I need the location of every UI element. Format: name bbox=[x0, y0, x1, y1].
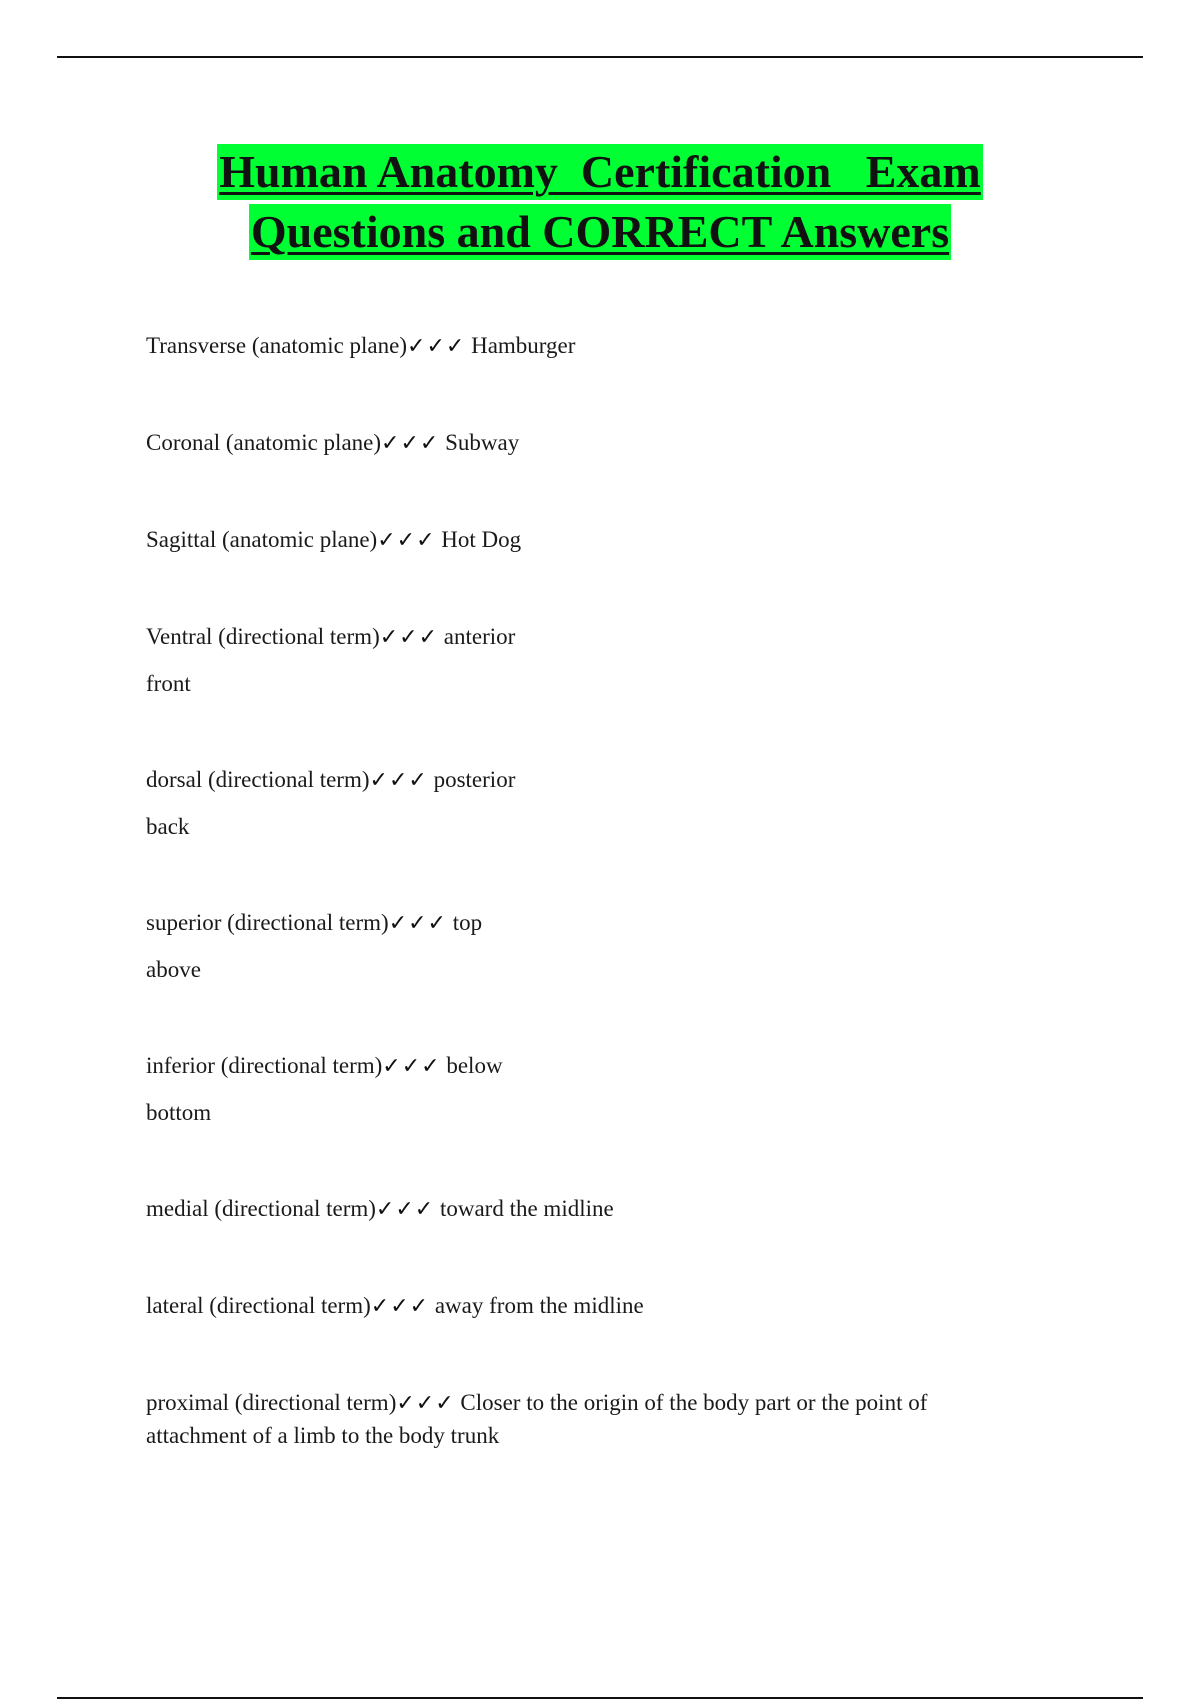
answer-text: away from the midline bbox=[429, 1293, 644, 1318]
answer-text: top bbox=[447, 910, 483, 935]
term-text: medial (directional term) bbox=[146, 1196, 376, 1221]
checkmark-icon: ✓✓✓ bbox=[388, 911, 447, 936]
term-text: lateral (directional term) bbox=[146, 1293, 371, 1318]
question-line bbox=[146, 1193, 1006, 1226]
question-line bbox=[146, 330, 1006, 363]
answer-text: anterior bbox=[438, 624, 516, 649]
qa-entry bbox=[146, 1387, 1006, 1452]
answer-text: Hot Dog bbox=[435, 527, 522, 552]
answer-continuation: front bbox=[146, 671, 191, 696]
qa-entry bbox=[146, 524, 1006, 557]
term-text: proximal (directional term) bbox=[146, 1390, 397, 1415]
qa-entry bbox=[146, 764, 1006, 843]
answer-text: below bbox=[440, 1053, 503, 1078]
checkmark-icon: ✓✓✓ bbox=[375, 1197, 435, 1222]
qa-entry bbox=[146, 330, 1006, 363]
answer-continuation: attachment of a limb to the body trunk bbox=[146, 1423, 500, 1448]
checkmark-icon: ✓✓✓ bbox=[379, 625, 439, 650]
answer-continuation: back bbox=[146, 814, 190, 839]
answer-text: Hamburger bbox=[465, 333, 576, 358]
checkmark-icon: ✓✓✓ bbox=[369, 768, 428, 793]
question-line bbox=[146, 764, 1006, 797]
bottom-rule bbox=[57, 1697, 1143, 1699]
answer-text: posterior bbox=[427, 767, 516, 792]
title-line-1: Human Anatomy Certification Exam bbox=[217, 144, 983, 200]
answer-continuation: above bbox=[146, 957, 201, 982]
answer-continuation: bottom bbox=[146, 1100, 212, 1125]
qa-entry bbox=[146, 427, 1006, 460]
term-text: dorsal (directional term) bbox=[146, 767, 370, 792]
term-text: superior (directional term) bbox=[146, 910, 389, 935]
question-line bbox=[146, 1050, 1006, 1083]
checkmark-icon: ✓✓✓ bbox=[396, 1391, 455, 1416]
term-text: inferior (directional term) bbox=[146, 1053, 383, 1078]
question-line bbox=[146, 524, 1006, 557]
question-line bbox=[146, 427, 1006, 460]
qa-entry bbox=[146, 1050, 1006, 1129]
qa-entry bbox=[146, 907, 1006, 986]
term-text: Coronal (anatomic plane) bbox=[146, 430, 382, 455]
checkmark-icon: ✓✓✓ bbox=[407, 334, 466, 359]
term-text: Transverse (anatomic plane) bbox=[146, 333, 408, 358]
qa-entry bbox=[146, 1290, 1006, 1323]
checkmark-icon: ✓✓✓ bbox=[381, 431, 440, 456]
title-line-2: Questions and CORRECT Answers bbox=[249, 204, 951, 260]
checkmark-icon: ✓✓✓ bbox=[370, 1294, 430, 1319]
answer-text: Subway bbox=[439, 430, 520, 455]
term-text: Ventral (directional term) bbox=[146, 624, 380, 649]
qa-entry bbox=[146, 621, 1006, 700]
answer-text: toward the midline bbox=[434, 1196, 614, 1221]
question-line bbox=[146, 907, 1006, 940]
top-rule bbox=[57, 56, 1143, 58]
term-text: Sagittal (anatomic plane) bbox=[146, 527, 378, 552]
question-line bbox=[146, 1387, 1006, 1420]
document-title bbox=[57, 144, 1143, 264]
qa-entry bbox=[146, 1193, 1006, 1226]
question-line bbox=[146, 1290, 1006, 1323]
answer-text: Closer to the origin of the body part or the point of bbox=[454, 1390, 928, 1415]
checkmark-icon: ✓✓✓ bbox=[382, 1054, 441, 1079]
question-line bbox=[146, 621, 1006, 654]
checkmark-icon: ✓✓✓ bbox=[377, 528, 436, 553]
